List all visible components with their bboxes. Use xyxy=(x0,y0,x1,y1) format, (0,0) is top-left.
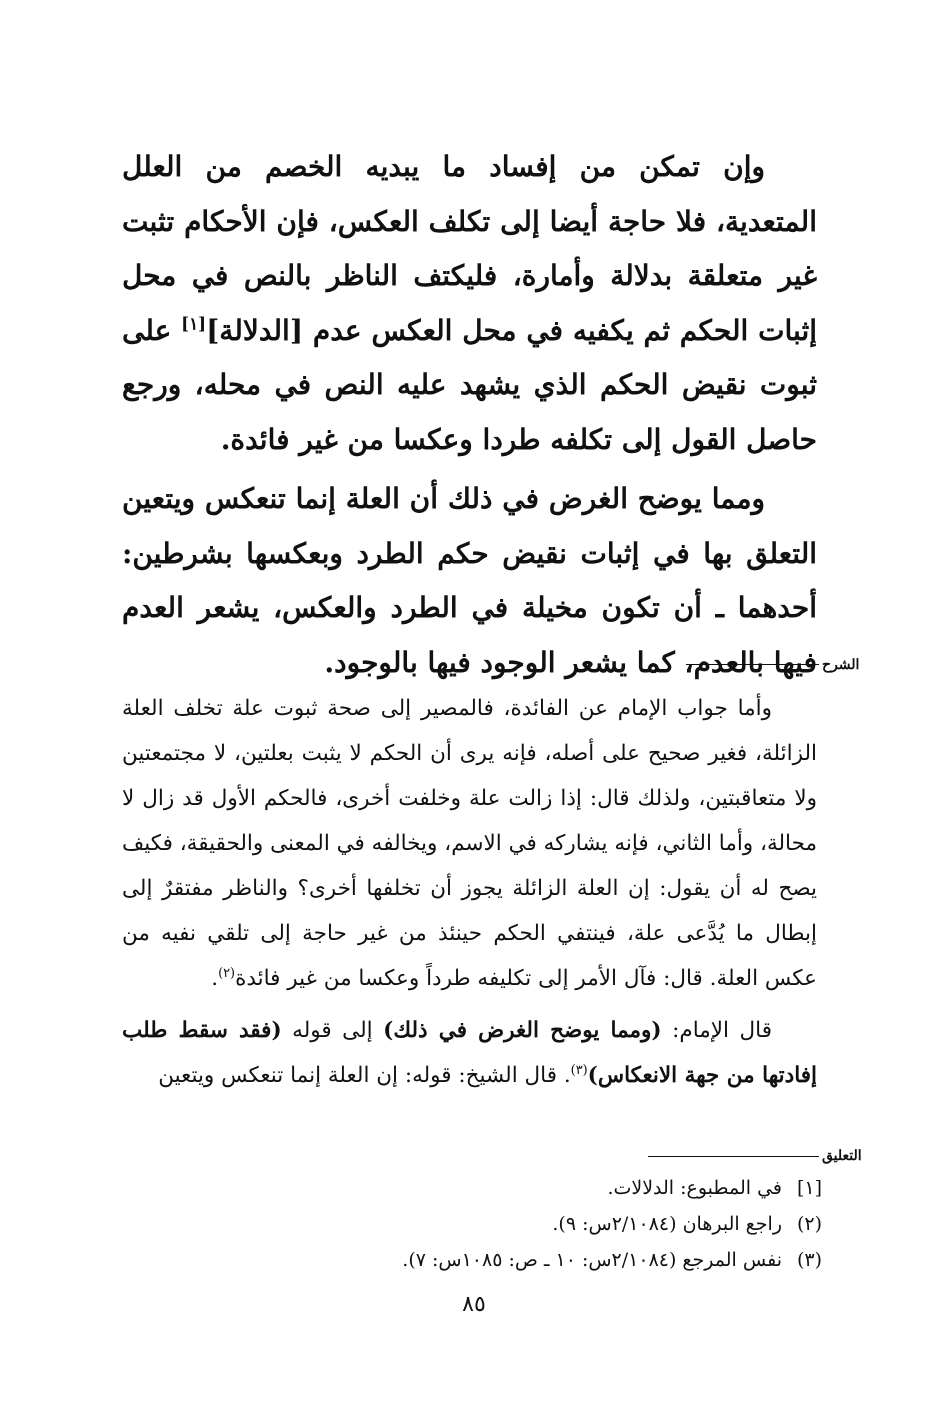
commentary-paragraph-1 xyxy=(122,686,817,1001)
sharh-section-label: الشرح xyxy=(822,657,860,673)
commentary-paragraph-2-rest: . قال الشيخ: قوله: إن العلة إنما تنعكس ويتعين xyxy=(158,1063,571,1088)
commentary-paragraph-2-mid: إلى قوله xyxy=(281,1018,384,1043)
footnotes-divider xyxy=(648,1156,819,1157)
note-ref-2: (٢) xyxy=(218,965,236,981)
footnotes xyxy=(300,1170,822,1278)
commentary-paragraph-1-end: . xyxy=(211,966,219,991)
main-paragraph-2: ومما يوضح الغرض في ذلك أن العلة إنما تنعكس ويتعين التعلق بها في إثبات نقيض حكم الطرد وبعكسها بشرطين: أحدهما ـ أن تكون مخيلة في الطرد والعكس، يشعر العدم فيها بالعدم، كما يشعر الوجود فيها بالوجود. xyxy=(122,482,817,679)
taliq-section-label: التعليق xyxy=(822,1148,862,1164)
footnote-marker: (٣) xyxy=(796,1249,822,1271)
quoted-phrase-1: (ومما يوضح الغرض في ذلك) xyxy=(383,1018,662,1043)
quoted-phrase-2: (فقد سقط طلب إفادتها من جهة الانعكاس) xyxy=(122,1018,817,1088)
commentary-paragraph-2 xyxy=(122,1008,817,1098)
main-paragraph-1 xyxy=(122,140,817,467)
main-paragraph-1-text: وإن تمكن من إفساد ما يبديه الخصم من العلل المتعدية، فلا حاجة أيضا إلى تكلف العكس، فإن الأحكام تثبت غير متعلقة بدلالة وأمارة، فليكتف الناظر بالنص في محل إثبات الحكم ثم يكفيه في محل العكس عدم [الدلالة] xyxy=(122,150,818,347)
commentary-paragraph-1-text: وأما جواب الإمام عن الفائدة، فالمصير إلى صحة ثبوت علة تخلف العلة الزائلة، فغير صحيح على أصله، فإنه يرى أن الحكم لا يثبت بعلتين، لا مجتمعتين ولا متعاقبتين، ولذلك قال: إذا زالت علة وخلفت أخرى، فالحكم الأول قد زال لا محالة، وأما الثاني، فإنه يشاركه في الاسم، ويخالفه في المعنى والحقيقة، فكيف يصح له أن يقول: إن العلة الزائلة يجوز أن تخلفها أخرى؟ والناظر مفتقرٌ إلى إبطال ما يُدَّعى علة، فينتفي الحكم حينئذ من غير حاجة إلى تلقي نفيه من عكس العلة. قال: فآل الأمر إلى تكليفه طرداً وعكسا من غير فائدة xyxy=(122,696,817,991)
note-ref-1: [١] xyxy=(181,313,207,334)
footnote-marker: (٢) xyxy=(796,1213,822,1235)
footnote-text: نفس المرجع (٢/١٠٨٤س: ١٠ ـ ص: ١٠٨٥س: ٧). xyxy=(402,1249,782,1271)
note-ref-3: (٣) xyxy=(570,1062,588,1078)
footnote xyxy=(300,1206,822,1242)
footnote-text: راجع البرهان (٢/١٠٨٤س: ٩). xyxy=(552,1213,782,1235)
page-number: ٨٥ xyxy=(462,1292,486,1317)
commentary-text xyxy=(122,686,817,1098)
footnote xyxy=(300,1242,822,1278)
footnote-marker: [١] xyxy=(796,1177,822,1199)
sharh-divider xyxy=(686,664,819,665)
main-paragraph-1-continued: على ثبوت نقيض الحكم الذي يشهد عليه النص في محله، ورجع حاصل القول إلى تكلفه طردا وعكسا من غير فائدة. xyxy=(122,313,817,456)
main-text xyxy=(122,140,817,690)
footnote xyxy=(300,1170,822,1206)
commentary-paragraph-2-lead: قال الإمام: xyxy=(661,1018,772,1043)
footnote-text: في المطبوع: الدلالات. xyxy=(607,1177,782,1199)
